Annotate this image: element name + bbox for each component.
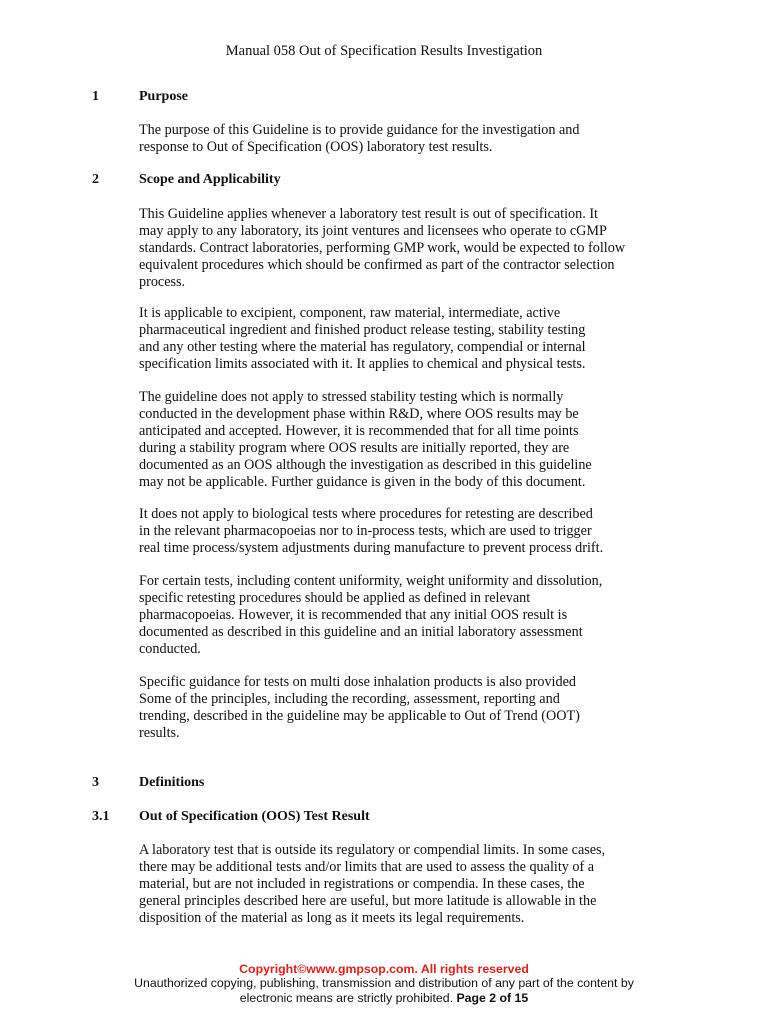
page-number: Page 2 of 15 bbox=[456, 991, 529, 1005]
text-line: response to Out of Specification (OOS) laboratory test results. bbox=[139, 138, 493, 155]
text-line: pharmacopoeias. However, it is recommended that any initial OOS result is bbox=[139, 606, 568, 623]
text-line: equivalent procedures which should be confirmed as part of the contractor selection bbox=[139, 256, 615, 273]
text-line: Specific guidance for tests on multi dose inhalation products is also provided bbox=[139, 674, 576, 690]
paragraph-purpose bbox=[139, 122, 699, 156]
section-heading-purpose bbox=[92, 89, 188, 105]
text-line: specification limits associated with it. It applies to chemical and physical tests. bbox=[139, 355, 586, 372]
section-title: Purpose bbox=[139, 89, 188, 104]
section-title: Definitions bbox=[139, 775, 205, 790]
text-line: The purpose of this Guideline is to provide guidance for the investigation and bbox=[139, 122, 580, 138]
text-line: It does not apply to biological tests where procedures for retesting are described bbox=[139, 506, 593, 522]
page-header: Manual 058 Out of Specification Results Investigation bbox=[225, 43, 543, 59]
text-line: during a stability program where OOS results are initially reported, they are bbox=[139, 439, 570, 456]
text-line: may apply to any laboratory, its joint ventures and licensees who operate to cGMP bbox=[139, 222, 607, 239]
text-line: documented as described in this guideline and an initial laboratory assessment bbox=[139, 623, 583, 640]
text-line: trending, described in the guideline may be applicable to Out of Trend (OOT) bbox=[139, 707, 580, 724]
text-line: may not be applicable. Further guidance is given in the body of this document. bbox=[139, 473, 586, 490]
text-line: A laboratory test that is outside its regulatory or compendial limits. In some cases, bbox=[139, 842, 606, 858]
text-line: pharmaceutical ingredient and finished product release testing, stability testing bbox=[139, 321, 586, 338]
paragraph-scope-4 bbox=[139, 506, 699, 557]
paragraph-scope-1 bbox=[139, 206, 699, 291]
paragraph-scope-5 bbox=[139, 573, 699, 658]
section-number: 1 bbox=[92, 89, 99, 104]
text-line: there may be additional tests and/or limits that are used to assess the quality of a bbox=[139, 858, 595, 875]
section-heading-scope bbox=[92, 172, 281, 188]
text-line: conducted in the development phase within R&D, where OOS results may be bbox=[139, 405, 579, 422]
section-number: 3.1 bbox=[92, 809, 110, 824]
section-title: Out of Specification (OOS) Test Result bbox=[139, 809, 370, 824]
text-line: anticipated and accepted. However, it is recommended that for all time points bbox=[139, 422, 579, 439]
text-line: results. bbox=[139, 724, 180, 741]
text-line: documented as an OOS although the investigation as described in this guideline bbox=[139, 456, 592, 473]
text-line: The guideline does not apply to stressed stability testing which is normally bbox=[139, 389, 564, 405]
paragraph-scope-6 bbox=[139, 674, 699, 742]
section-heading-definitions bbox=[92, 775, 204, 791]
footer-copyright: Copyright©www.gmpsop.com. All rights reserved bbox=[239, 962, 529, 976]
text-line: in the relevant pharmacopoeias nor to in-process tests, which are used to trigger bbox=[139, 522, 592, 539]
text-line: and any other testing where the material has regulatory, compendial or internal bbox=[139, 338, 586, 355]
text-line: Some of the principles, including the recording, assessment, reporting and bbox=[139, 690, 560, 707]
paragraph-definition-oos bbox=[139, 842, 699, 927]
text-line: This Guideline applies whenever a laboratory test result is out of specification. It bbox=[139, 206, 598, 222]
text-line: conducted. bbox=[139, 640, 201, 657]
text-line: For certain tests, including content uniformity, weight uniformity and dissolution, bbox=[139, 573, 603, 589]
text-line: standards. Contract laboratories, performing GMP work, would be expected to follow bbox=[139, 239, 626, 256]
text-line: material, but are not included in registrations or compendia. In these cases, the bbox=[139, 875, 585, 892]
text-line: process. bbox=[139, 273, 186, 290]
text-line: disposition of the material as long as it meets its legal requirements. bbox=[139, 909, 525, 926]
text-line: It is applicable to excipient, component, raw material, intermediate, active bbox=[139, 305, 561, 321]
text-line: real time process/system adjustments during manufacture to prevent process drift. bbox=[139, 539, 604, 556]
paragraph-scope-2 bbox=[139, 305, 699, 373]
footer-notice bbox=[0, 976, 768, 1006]
text-line: general principles described here are useful, but more latitude is allowable in the bbox=[139, 892, 597, 909]
footer-notice-line-1: Unauthorized copying, publishing, transmission and distribution of any part of the content by bbox=[134, 976, 634, 990]
section-number: 2 bbox=[92, 172, 99, 187]
text-line: specific retesting procedures should be applied as defined in relevant bbox=[139, 589, 531, 606]
footer-notice-line-2: electronic means are strictly prohibited. bbox=[239, 991, 454, 1005]
section-number: 3 bbox=[92, 775, 99, 790]
section-title: Scope and Applicability bbox=[139, 172, 281, 187]
section-heading-oos-test-result bbox=[92, 809, 370, 825]
paragraph-scope-3 bbox=[139, 389, 699, 490]
